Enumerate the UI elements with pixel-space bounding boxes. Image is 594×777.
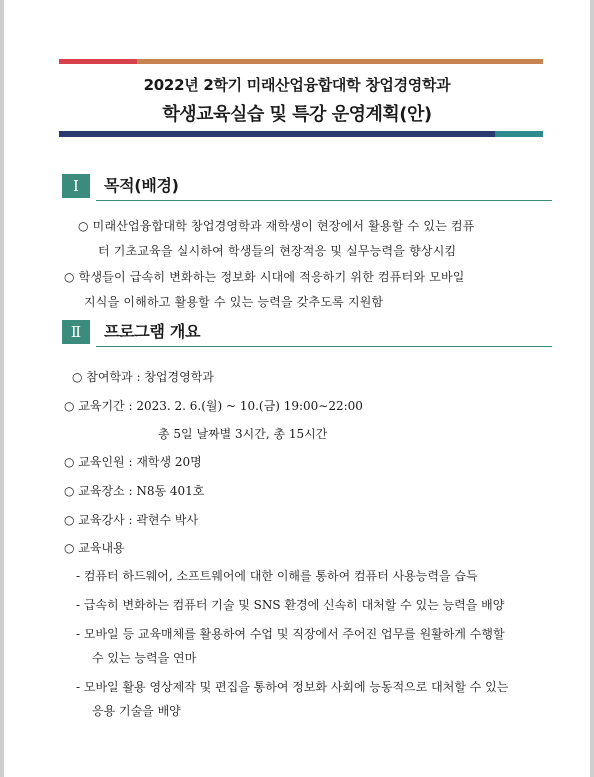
content-item-2-line1: - 급속히 변화하는 컴퓨터 기술 및 SNS 환경에 신속히 대처할 수 있는 능력을 배양 — [76, 598, 505, 612]
overview-content-label: ○ 교육내용 — [64, 541, 125, 555]
section-2-header — [62, 320, 552, 344]
overview-place: ○ 교육장소 : N8동 401호 — [64, 484, 205, 498]
section-1-title: 목적(배경) — [104, 176, 179, 195]
overview-period-detail: 총 5일 날짜별 3시간, 총 15시간 — [158, 427, 328, 441]
top-decor-bar — [59, 59, 543, 64]
content-item-3 — [76, 622, 505, 670]
purpose-bullet-1 — [78, 214, 475, 264]
section-1-number: Ⅰ — [62, 174, 90, 198]
document-title-line2: 학생교육실습 및 특강 운영계획(안) — [162, 104, 432, 125]
content-item-2 — [76, 593, 504, 617]
title-underline-bar-navy — [59, 131, 495, 137]
content-item-4-line1: - 모바일 활용 영상제작 및 편집을 통하여 정보화 사회에 능동적으로 대처할 수 있는 — [76, 680, 509, 694]
top-decor-bar-tan — [137, 59, 543, 64]
top-decor-bar-red — [59, 59, 137, 64]
purpose-bullet-1-line1: ○ 미래산업융합대학 창업경영학과 재학생이 현장에서 활용할 수 있는 컴퓨 — [78, 219, 475, 233]
section-2-title: 프로그램 개요 — [104, 322, 201, 341]
purpose-bullet-1-line2: 터 기초교육을 실시하여 학생들의 현장적응 및 실무능력을 향상시킴 — [98, 244, 457, 258]
content-item-3-line1: - 모바일 등 교육매체를 활용하여 수업 및 직장에서 주어진 업무를 원활하게 수행할 — [76, 627, 505, 641]
overview-instructor: ○ 교육강사 : 곽현수 박사 — [64, 513, 199, 527]
content-item-1-line1: - 컴퓨터 하드웨어, 소프트웨어에 대한 이해를 통하여 컴퓨터 사용능력을 습득 — [76, 569, 478, 583]
section-1-rule — [96, 200, 552, 201]
title-underline-bar — [59, 131, 543, 137]
section-2-rule — [96, 346, 552, 347]
overview-department: ○ 참여학과 : 창업경영학과 — [72, 370, 214, 384]
content-item-4 — [76, 675, 508, 723]
overview-period: ○ 교육기간 : 2023. 2. 6.(월) ~ 10.(금) 19:00∼22:00 — [64, 399, 363, 413]
overview-personnel: ○ 교육인원 : 재학생 20명 — [64, 455, 202, 469]
content-item-1 — [76, 564, 478, 588]
document-title-line1: 2022년 2학기 미래산업융합대학 창업경영학과 — [143, 76, 451, 94]
purpose-bullet-2 — [64, 265, 465, 315]
section-1-header — [62, 174, 552, 198]
purpose-bullet-2-line2: 지식을 이해하고 활용할 수 있는 능력을 갖추도록 지원함 — [84, 295, 384, 309]
title-underline-bar-teal — [495, 131, 543, 137]
purpose-bullet-2-line1: ○ 학생들이 급속히 변화하는 정보화 시대에 적응하기 위한 컴퓨터와 모바일 — [64, 270, 465, 284]
section-2-number: Ⅱ — [62, 320, 90, 344]
content-item-3-line2: 수 있는 능력을 연마 — [92, 651, 197, 665]
content-item-4-line2: 응용 기술을 배양 — [92, 704, 181, 718]
